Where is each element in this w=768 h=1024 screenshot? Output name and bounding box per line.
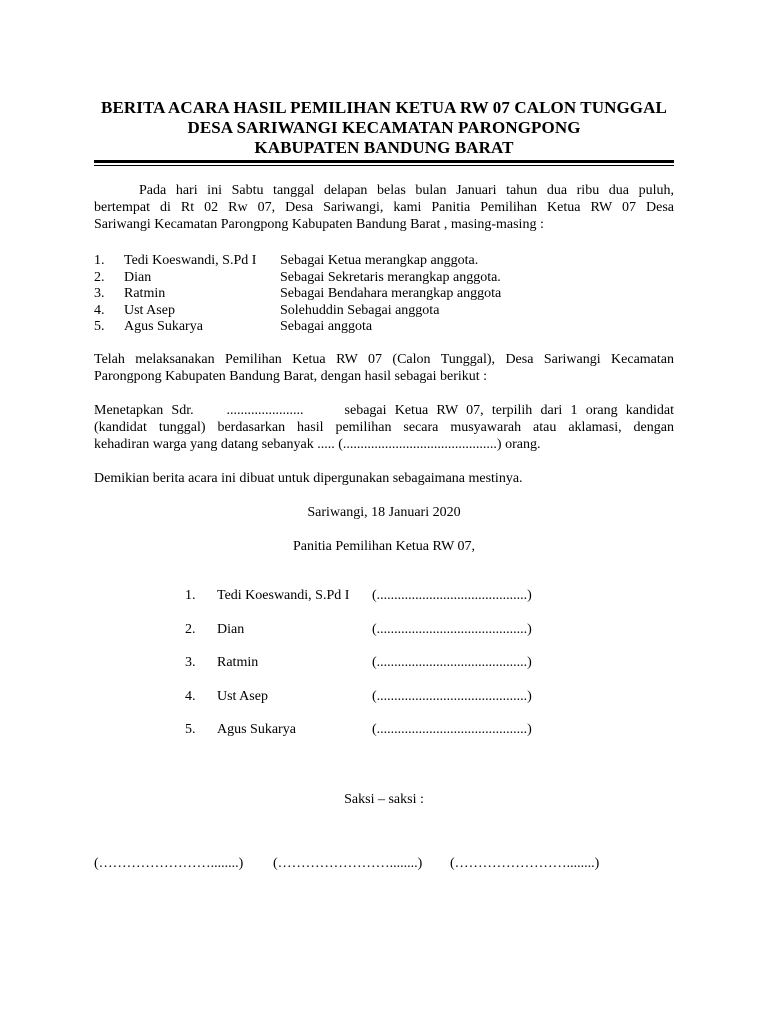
signature-number: 2. bbox=[185, 621, 196, 637]
committee-list bbox=[94, 253, 674, 336]
committee-name: Agus Sukarya bbox=[124, 319, 203, 334]
signature-row bbox=[185, 588, 532, 622]
title-line-3: KABUPATEN BANDUNG BARAT bbox=[254, 138, 514, 157]
committee-role: Sebagai anggota bbox=[280, 319, 373, 334]
title-line-2: DESA SARIWANGI KECAMATAN PARONGPONG bbox=[187, 118, 581, 137]
committee-role: Sebagai Ketua merangkap anggota. bbox=[280, 253, 479, 268]
signature-name: Dian bbox=[217, 621, 245, 637]
committee-name: Dian bbox=[124, 269, 152, 285]
signature-row bbox=[185, 655, 532, 689]
title-divider-thin bbox=[94, 165, 674, 166]
committee-row bbox=[94, 303, 674, 320]
election-line-2: Parongpong Kabupaten Bandung Barat, dengan hasil sebagai berikut : bbox=[94, 369, 488, 384]
intro-line-1: Pada hari ini Sabtu tanggal delapan belas bulan Januari tahun dua ribu dua puluh, bbox=[139, 183, 674, 198]
committee-row bbox=[94, 286, 674, 303]
committee-row bbox=[94, 253, 674, 270]
document-title bbox=[94, 98, 674, 158]
signature-line: (...........................................) bbox=[372, 688, 532, 704]
committee-number: 3. bbox=[94, 286, 105, 301]
signature-name: Agus Sukarya bbox=[217, 722, 296, 737]
title-divider-thick bbox=[94, 160, 674, 163]
witness-signature-3: (……………………........) bbox=[450, 856, 600, 871]
election-line-1: Telah melaksanakan Pemilihan Ketua RW 07 (Calon Tunggal), Desa Sariwangi Kecamatan bbox=[94, 352, 674, 367]
signature-name: Ust Asep bbox=[217, 688, 268, 704]
witness-heading: Saksi – saksi : bbox=[344, 792, 424, 807]
committee-row bbox=[94, 270, 674, 287]
intro-line-3: Sariwangi Kecamatan Parongpong Kabupaten Bandung Barat , masing-masing : bbox=[94, 217, 544, 232]
title-line-1: BERITA ACARA HASIL PEMILIHAN KETUA RW 07 CALON TUNGGAL bbox=[101, 98, 667, 117]
committee-number: 2. bbox=[94, 269, 105, 285]
intro-paragraph bbox=[94, 182, 674, 233]
signature-row bbox=[185, 722, 532, 756]
signature-name: Ratmin bbox=[217, 655, 259, 670]
committee-number: 4. bbox=[94, 302, 105, 318]
committee-role: Sebagai Bendahara merangkap anggota bbox=[280, 286, 502, 301]
decision-line-2: (kandidat tunggal) berdasarkan hasil pemilihan secara musyawarah atau aklamasi, dengan bbox=[94, 420, 674, 435]
signature-number: 3. bbox=[185, 655, 196, 670]
signature-row bbox=[185, 622, 532, 656]
signature-number: 1. bbox=[185, 588, 196, 603]
decision-line-1: Menetapkan Sdr. ...................... sebagai Ketua RW 07, terpilih dari 1 orang kandidat bbox=[94, 403, 674, 418]
witness-signature-2: (……………………........) bbox=[273, 856, 423, 871]
signature-line: (...........................................) bbox=[372, 588, 532, 603]
committee-name: Tedi Koeswandi, S.Pd I bbox=[124, 253, 257, 268]
committee-name: Ratmin bbox=[124, 286, 166, 301]
signature-number: 4. bbox=[185, 688, 196, 704]
closing-paragraph bbox=[94, 470, 674, 487]
decision-paragraph bbox=[94, 402, 674, 453]
witness-signature-1: (……………………........) bbox=[94, 856, 244, 871]
signature-line: (...........................................) bbox=[372, 655, 532, 670]
committee-name: Ust Asep bbox=[124, 302, 175, 318]
signature-number: 5. bbox=[185, 722, 196, 737]
signature-line: (...........................................) bbox=[372, 722, 532, 737]
signature-list bbox=[185, 588, 532, 756]
decision-line-3: kehadiran warga yang datang sebanyak ..... (............................................) orang. bbox=[94, 437, 541, 452]
signature-row bbox=[185, 689, 532, 723]
closing-line: Demikian berita acara ini dibuat untuk dipergunakan sebagaimana mestinya. bbox=[94, 471, 523, 486]
election-paragraph bbox=[94, 351, 674, 385]
place-date: Sariwangi, 18 Januari 2020 bbox=[307, 505, 461, 520]
committee-role: Solehuddin Sebagai anggota bbox=[280, 302, 440, 318]
signature-name: Tedi Koeswandi, S.Pd I bbox=[217, 588, 350, 603]
committee-heading: Panitia Pemilihan Ketua RW 07, bbox=[292, 539, 476, 554]
committee-row bbox=[94, 319, 674, 336]
committee-number: 5. bbox=[94, 319, 105, 334]
committee-role: Sebagai Sekretaris merangkap anggota. bbox=[280, 269, 501, 285]
committee-number: 1. bbox=[94, 253, 105, 268]
signature-line: (...........................................) bbox=[372, 621, 532, 637]
intro-line-2: bertempat di Rt 02 Rw 07, Desa Sariwangi, kami Panitia Pemilihan Ketua RW 07 Desa bbox=[94, 200, 674, 215]
